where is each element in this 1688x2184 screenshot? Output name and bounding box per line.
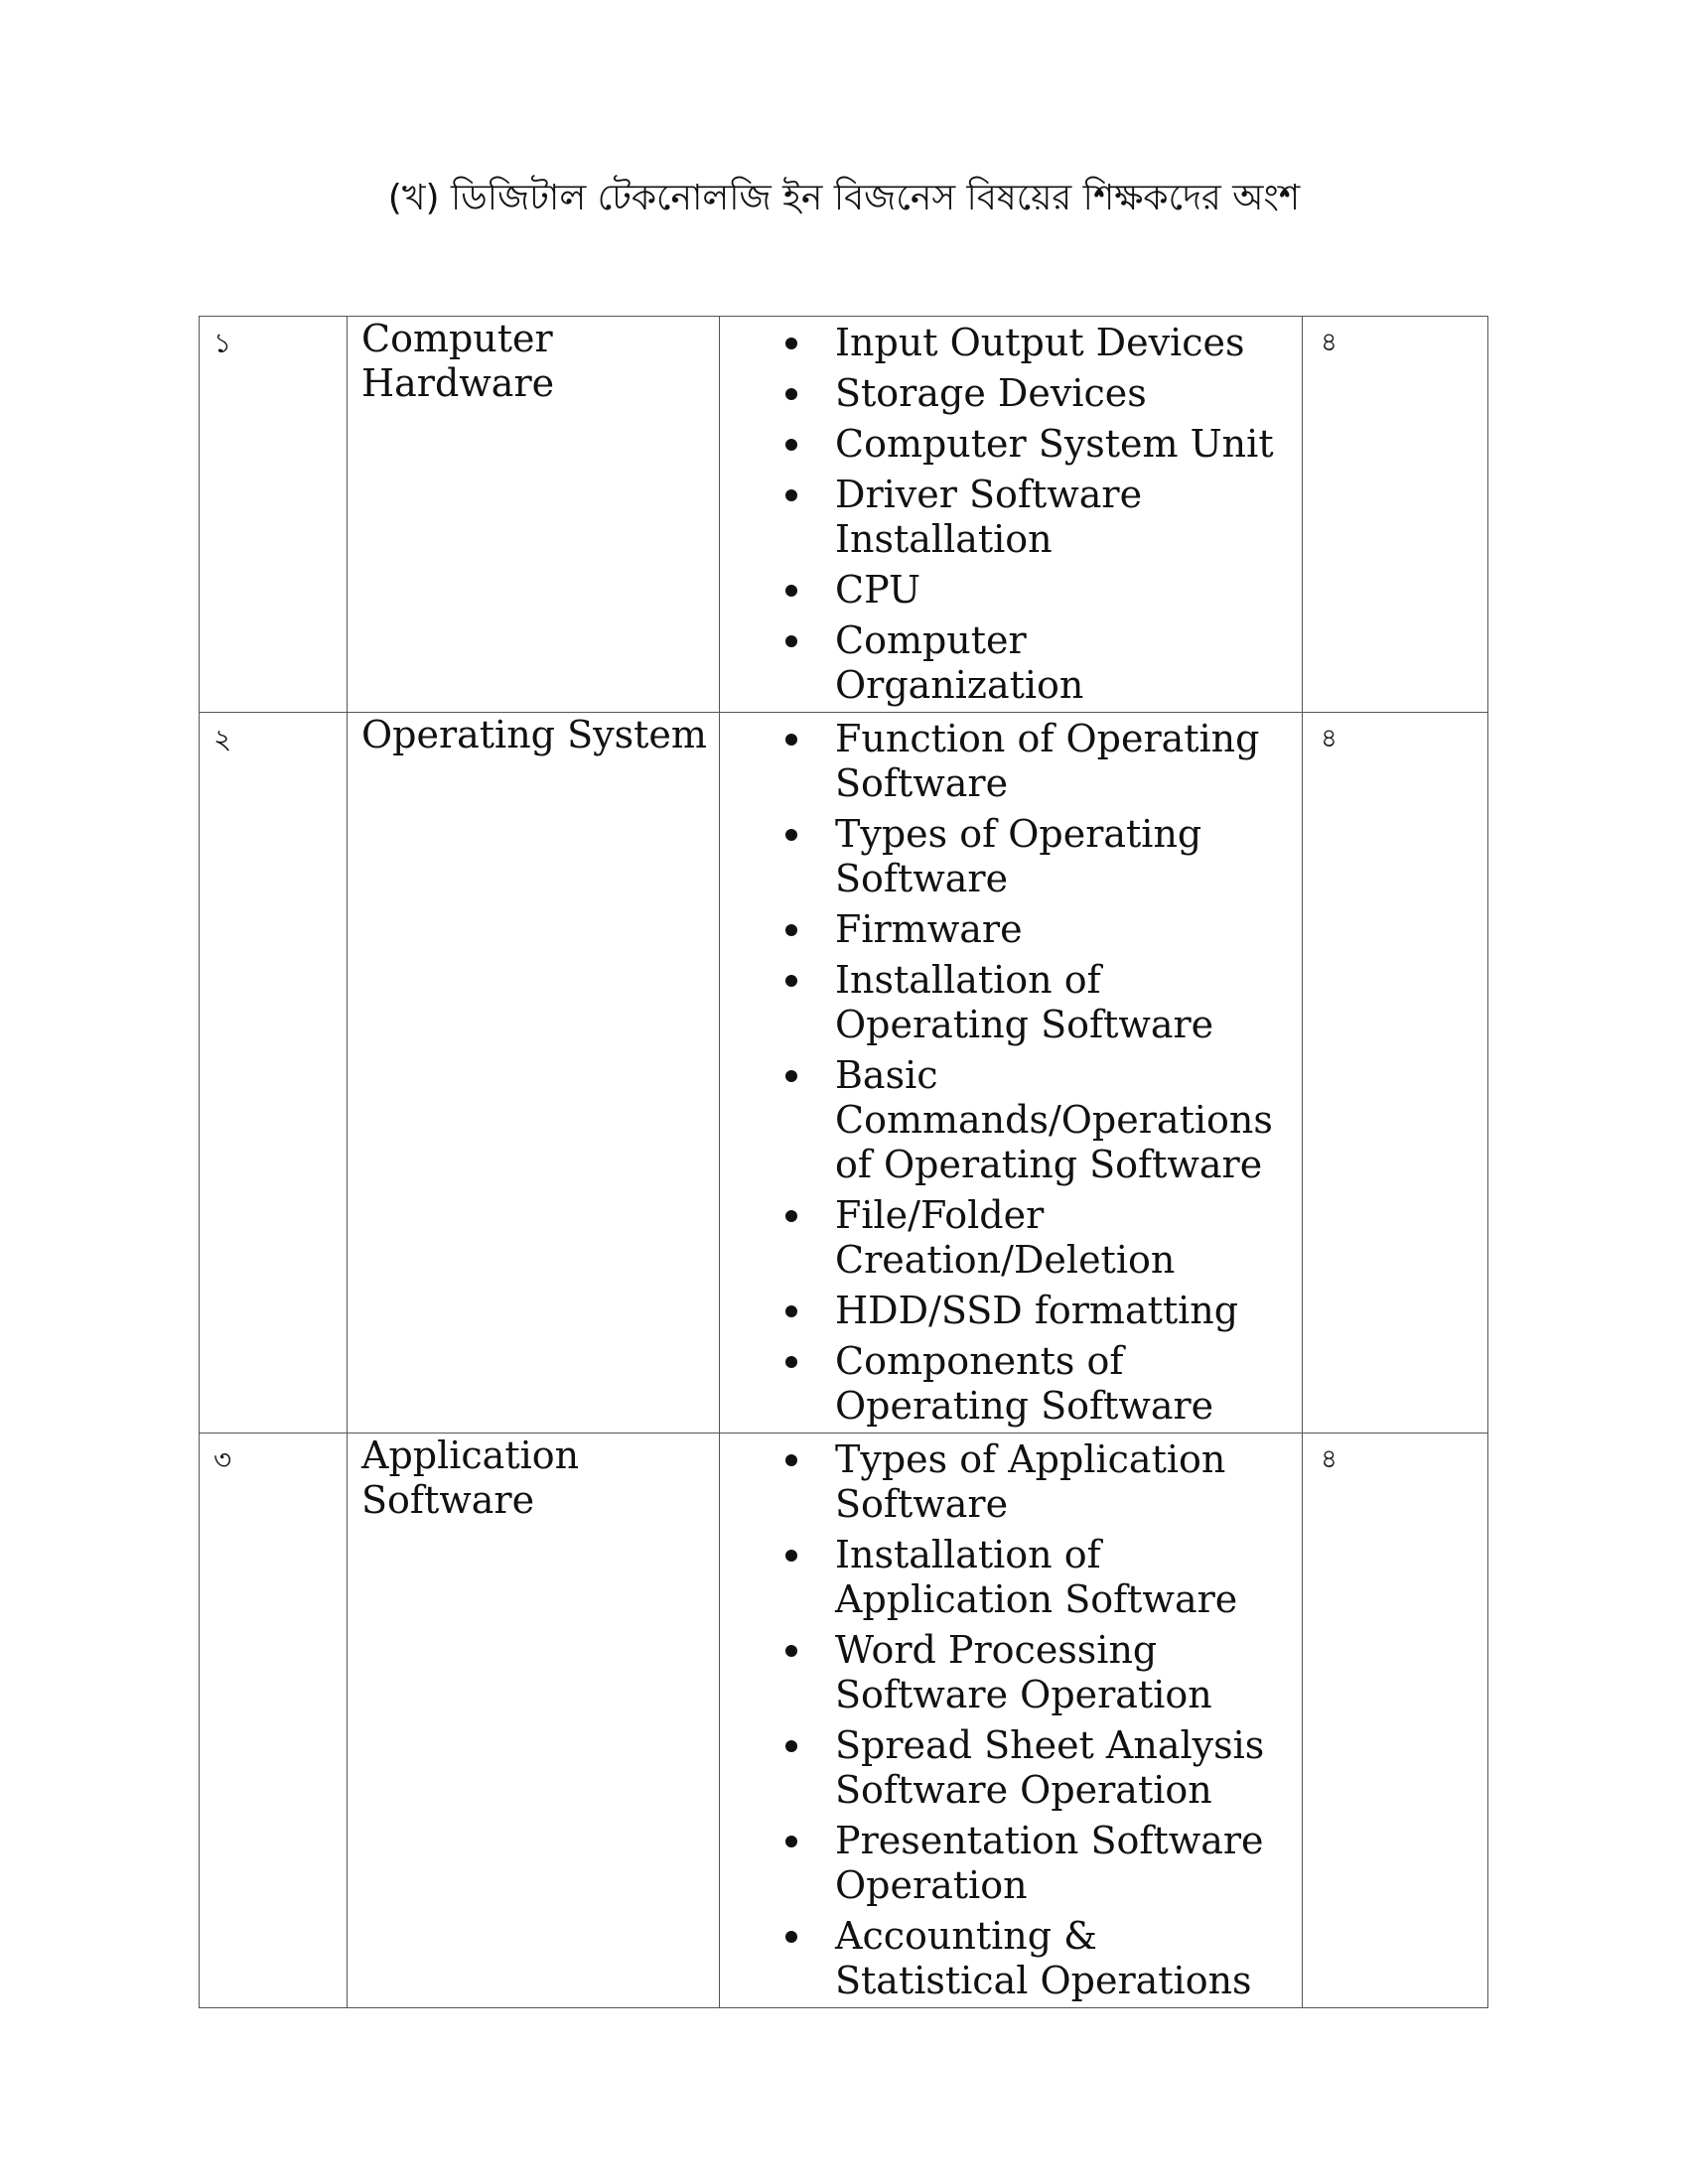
list-item: Storage Devices: [720, 371, 1284, 416]
serial-cell: [200, 713, 348, 1433]
content-list: [720, 317, 1302, 712]
list-item: Types of Operating Software: [720, 812, 1284, 901]
list-item: Firmware: [720, 907, 1284, 952]
table-row: [200, 1433, 1488, 2008]
serial-cell: [200, 1433, 348, 2008]
topic-title: Application Software: [361, 1433, 580, 1522]
list-item: Word Processing Software Operation: [720, 1628, 1284, 1717]
table-row: [200, 317, 1488, 713]
list-item: Basic Commands/Operations of Operating Software: [720, 1053, 1284, 1187]
serial-number: ১: [213, 327, 232, 359]
list-item: Computer Organization: [720, 618, 1284, 708]
content-cell: [720, 713, 1303, 1433]
table-row: [200, 713, 1488, 1433]
list-item: CPU: [720, 568, 1284, 613]
count-cell: [1303, 1433, 1488, 2008]
serial-number: ২: [213, 723, 232, 755]
topic-cell: [348, 1433, 720, 2008]
syllabus-table: [199, 316, 1488, 2008]
list-item: Spread Sheet Analysis Software Operation: [720, 1723, 1284, 1813]
list-item: Driver Software Installation: [720, 473, 1284, 562]
list-item: Accounting & Statistical Operations: [720, 1914, 1284, 2003]
topic-title: Computer Hardware: [361, 317, 555, 405]
list-item: Presentation Software Operation: [720, 1819, 1284, 1908]
list-item: Types of Application Software: [720, 1437, 1284, 1527]
count-cell: [1303, 713, 1488, 1433]
class-count: ৪: [1321, 724, 1337, 753]
list-item: Input Output Devices: [720, 321, 1284, 365]
list-item: File/Folder Creation/Deletion: [720, 1193, 1284, 1283]
class-count: ৪: [1321, 328, 1337, 357]
content-cell: [720, 317, 1303, 713]
content-list: [720, 713, 1302, 1433]
list-item: Computer System Unit: [720, 422, 1284, 467]
list-item: Installation of Application Software: [720, 1533, 1284, 1622]
topic-cell: [348, 713, 720, 1433]
content-list: [720, 1433, 1302, 2007]
serial-number: ৩: [213, 1443, 232, 1476]
content-cell: [720, 1433, 1303, 2008]
count-cell: [1303, 317, 1488, 713]
topic-title: Operating System: [361, 713, 707, 756]
serial-cell: [200, 317, 348, 713]
list-item: HDD/SSD formatting: [720, 1289, 1284, 1333]
list-item: Installation of Operating Software: [720, 958, 1284, 1047]
list-item: Function of Operating Software: [720, 717, 1284, 806]
page-title: (খ) ডিজিটাল টেকনোলজি ইন বিজনেস বিষয়ের শিক্ষকদের অংশ: [387, 178, 1301, 218]
topic-cell: [348, 317, 720, 713]
list-item: Components of Operating Software: [720, 1339, 1284, 1429]
class-count: ৪: [1321, 1444, 1337, 1474]
